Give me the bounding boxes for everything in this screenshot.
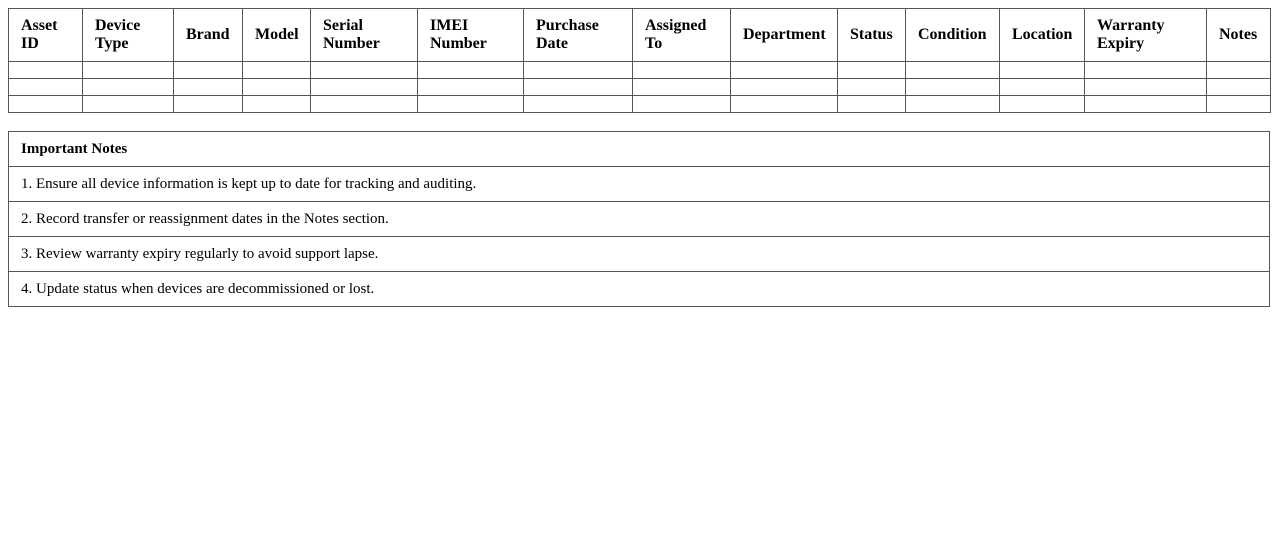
table-cell[interactable] [906, 96, 1000, 113]
note-row [9, 272, 1270, 307]
column-header: IMEI Number [418, 9, 524, 62]
notes-title-row [9, 132, 1270, 167]
table-cell[interactable] [9, 96, 83, 113]
column-header: Model [243, 9, 311, 62]
table-cell[interactable] [83, 79, 174, 96]
note-item: 3. Review warranty expiry regularly to avoid support lapse. [9, 237, 1270, 272]
column-header: Location [1000, 9, 1085, 62]
note-row [9, 202, 1270, 237]
table-cell[interactable] [524, 62, 633, 79]
table-cell[interactable] [633, 96, 731, 113]
table-cell[interactable] [1085, 96, 1207, 113]
table-cell[interactable] [1207, 96, 1271, 113]
note-item: 4. Update status when devices are decommissioned or lost. [9, 272, 1270, 307]
table-cell[interactable] [1000, 62, 1085, 79]
notes-table [8, 131, 1270, 307]
asset-table [8, 8, 1271, 113]
table-cell[interactable] [524, 96, 633, 113]
table-cell[interactable] [243, 96, 311, 113]
table-cell[interactable] [174, 79, 243, 96]
table-header-row [9, 9, 1271, 62]
table-cell[interactable] [633, 62, 731, 79]
table-cell[interactable] [838, 79, 906, 96]
note-row [9, 167, 1270, 202]
table-row [9, 79, 1271, 96]
table-cell[interactable] [174, 62, 243, 79]
column-header: Status [838, 9, 906, 62]
table-cell[interactable] [418, 79, 524, 96]
table-cell[interactable] [243, 62, 311, 79]
column-header: Assigned To [633, 9, 731, 62]
table-cell[interactable] [731, 96, 838, 113]
notes-title: Important Notes [9, 132, 1270, 167]
note-item: 1. Ensure all device information is kept up to date for tracking and auditing. [9, 167, 1270, 202]
table-cell[interactable] [1085, 79, 1207, 96]
table-cell[interactable] [418, 62, 524, 79]
note-row [9, 237, 1270, 272]
column-header: Department [731, 9, 838, 62]
table-cell[interactable] [83, 62, 174, 79]
column-header: Condition [906, 9, 1000, 62]
table-cell[interactable] [1000, 96, 1085, 113]
column-header: Purchase Date [524, 9, 633, 62]
table-cell[interactable] [906, 62, 1000, 79]
table-cell[interactable] [1000, 79, 1085, 96]
table-cell[interactable] [311, 62, 418, 79]
table-cell[interactable] [174, 96, 243, 113]
column-header: Asset ID [9, 9, 83, 62]
table-cell[interactable] [838, 62, 906, 79]
table-cell[interactable] [1207, 79, 1271, 96]
table-cell[interactable] [731, 62, 838, 79]
column-header: Device Type [83, 9, 174, 62]
table-cell[interactable] [731, 79, 838, 96]
table-cell[interactable] [9, 62, 83, 79]
table-cell[interactable] [1085, 62, 1207, 79]
table-cell[interactable] [9, 79, 83, 96]
column-header: Serial Number [311, 9, 418, 62]
table-cell[interactable] [906, 79, 1000, 96]
table-row [9, 62, 1271, 79]
table-cell[interactable] [243, 79, 311, 96]
column-header: Warranty Expiry [1085, 9, 1207, 62]
note-item: 2. Record transfer or reassignment dates in the Notes section. [9, 202, 1270, 237]
table-cell[interactable] [311, 79, 418, 96]
table-cell[interactable] [838, 96, 906, 113]
table-cell[interactable] [524, 79, 633, 96]
table-cell[interactable] [311, 96, 418, 113]
table-row [9, 96, 1271, 113]
table-cell[interactable] [633, 79, 731, 96]
column-header: Notes [1207, 9, 1271, 62]
table-cell[interactable] [418, 96, 524, 113]
table-cell[interactable] [1207, 62, 1271, 79]
column-header: Brand [174, 9, 243, 62]
table-cell[interactable] [83, 96, 174, 113]
